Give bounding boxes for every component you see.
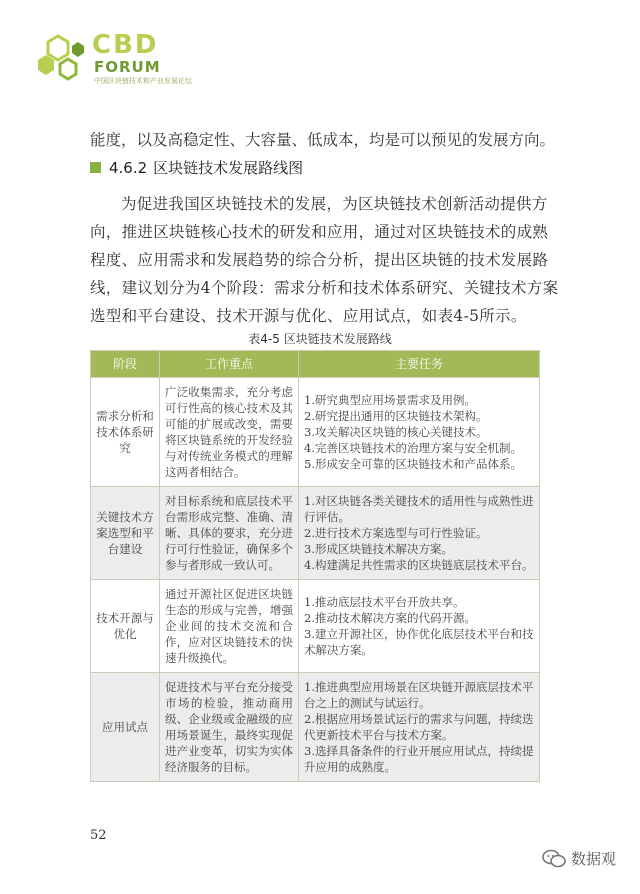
task-item: 1.推动底层技术平台开放共享。 <box>304 595 465 609</box>
table-row <box>91 580 540 673</box>
section-number: 4.6.2 <box>109 158 148 177</box>
task-item: 1.对区块链各类关键技术的适用性与成熟性进行评估。 <box>304 494 534 524</box>
task-item: 4.构建满足共性需求的区块链底层技术平台。 <box>304 558 534 572</box>
task-item: 2.推动技术解决方案的代码开源。 <box>304 611 476 625</box>
task-item: 2.根据应用场景试运行的需求与问题，持续迭代更新技术平台与技术方案。 <box>304 712 534 742</box>
task-item: 3.建立开源社区，协作优化底层技术平台和技术解决方案。 <box>304 627 534 657</box>
cbd-forum-logo <box>32 28 192 86</box>
task-item: 4.完善区块链技术的治理方案与安全机制。 <box>304 441 522 455</box>
focus-cell: 通过开源社区促进区块链生态的形成与完善，增强企业间的技术交流和合作，应对区块链技术的快速升级换代。 <box>160 580 299 673</box>
section-marker-icon <box>90 162 101 173</box>
stage-cell: 需求分析和技术体系研究 <box>91 378 160 487</box>
focus-cell: 促进技术与平台充分接受市场的检验，推动商用级、企业级或金融级的应用场景诞生，最终实现促进产业变革，切实为实体经济服务的目标。 <box>160 673 299 782</box>
table-caption: 表4-5 区块链技术发展路线 <box>248 332 392 346</box>
logo-forum-text: FORUM <box>94 58 161 76</box>
hexagon-logo-icon <box>32 28 94 86</box>
body-paragraph: 为促进我国区块链技术的发展，为区块链技术创新活动提供方向，推进区块链核心技术的研发和应用，通过对区块链技术的成熟程度、应用需求和发展趋势的综合分析，提出区块链的技术发展路线，建议划分为4个阶段：需求分析和技术体系研究、关键技术方案选型和平台建设、技术开源与优化、应用试点，如表4-5所示。 <box>90 195 559 325</box>
section-heading <box>90 157 303 178</box>
task-item: 3.形成区块链技术解决方案。 <box>304 542 453 556</box>
stage-cell: 关键技术方案选型和平台建设 <box>91 487 160 580</box>
table-header-row <box>91 351 540 378</box>
roadmap-table <box>90 350 540 782</box>
header-stage: 阶段 <box>91 351 160 378</box>
watermark <box>542 848 616 869</box>
table-row <box>91 378 540 487</box>
task-item: 2.研究提出通用的区块链技术架构。 <box>304 409 488 423</box>
watermark-text: 数据观 <box>570 850 616 868</box>
task-item: 1.推进典型应用场景在区块链开源底层技术平台之上的测试与试运行。 <box>304 680 534 710</box>
header-focus: 工作重点 <box>160 351 299 378</box>
table-row <box>91 673 540 782</box>
tasks-cell <box>299 673 540 782</box>
logo-subtitle: 中国区块链技术和产业发展论坛 <box>94 77 192 85</box>
tasks-cell <box>299 580 540 673</box>
task-item: 2.进行技术方案选型与可行性验证。 <box>304 526 488 540</box>
paragraph-continuation: 能度，以及高稳定性、大容量、低成本，均是可以预见的发展方向。 <box>90 131 556 149</box>
task-item: 1.研究典型应用场景需求及用例。 <box>304 393 476 407</box>
tasks-cell <box>299 378 540 487</box>
task-item: 5.形成安全可靠的区块链技术和产品体系。 <box>304 457 522 471</box>
stage-cell: 应用试点 <box>91 673 160 782</box>
logo-cbd-text: CBD <box>92 30 159 60</box>
focus-cell: 对目标系统和底层技术平台需形成完整、准确、清晰、具体的要求，充分进行可行性验证，确保多个参与者形成一致认可。 <box>160 487 299 580</box>
header-tasks: 主要任务 <box>299 351 540 378</box>
table-row <box>91 487 540 580</box>
wechat-icon <box>542 849 566 869</box>
tasks-cell <box>299 487 540 580</box>
task-item: 3.选择具备条件的行业开展应用试点，持续提升应用的成熟度。 <box>304 744 534 774</box>
section-title: 区块链技术发展路线图 <box>153 159 304 177</box>
page-number: 52 <box>90 828 107 843</box>
focus-cell: 广泛收集需求，充分考虑可行性高的核心技术及其可能的扩展或改变，需要将区块链系统的开发经验与对传统业务模式的理解这两者相结合。 <box>160 378 299 487</box>
task-item: 3.攻关解决区块链的核心关键技术。 <box>304 425 488 439</box>
stage-cell: 技术开源与优化 <box>91 580 160 673</box>
